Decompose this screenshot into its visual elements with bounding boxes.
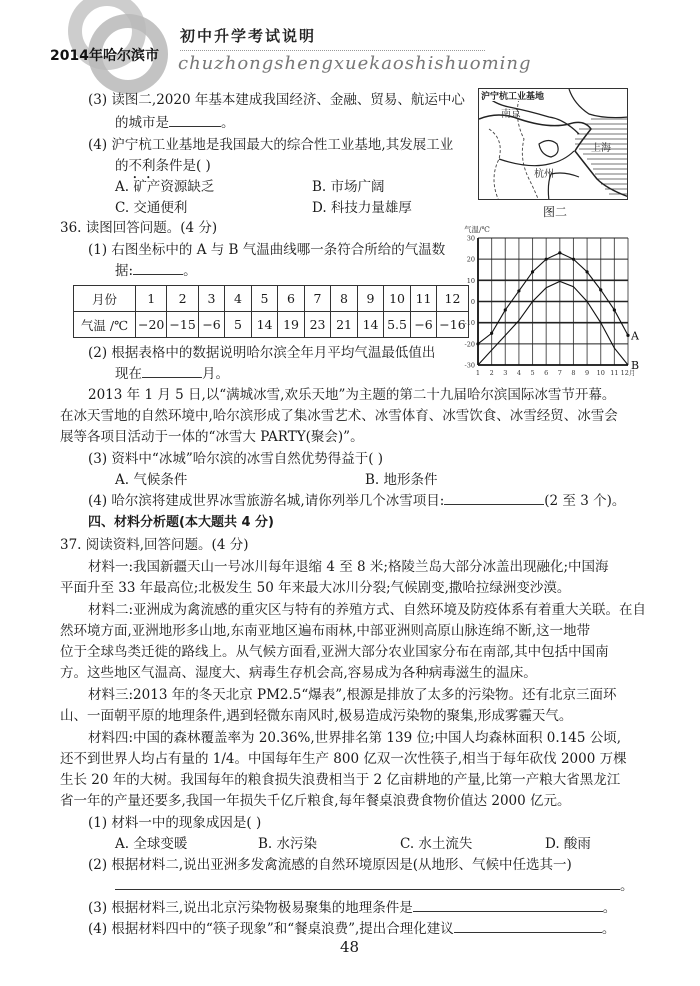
q37-option-c[interactable]: C. 水土流失: [400, 836, 473, 852]
q36-sub4-text: [88, 491, 625, 511]
svg-text:30: 30: [466, 234, 475, 243]
q36-passage-line: 展等各项目活动于一体的“冰雪大 PARTY(聚会)”。: [60, 429, 364, 445]
svg-text:A: A: [631, 329, 639, 343]
svg-text:-30: -30: [464, 361, 475, 370]
q36-sub2-text: (2) 根据表格中的数据说明哈尔滨全年月平均气温最低值出: [88, 345, 436, 361]
text: (2 至 3 个)。: [544, 493, 626, 509]
svg-text:-20: -20: [464, 340, 475, 349]
table-cell: −15: [167, 312, 198, 338]
q36-sub1-line2: [115, 261, 197, 281]
book-title-pinyin: chuzhongshengxuekaoshishuoming: [178, 53, 532, 74]
q37-option-a[interactable]: A. 全球变暖: [115, 836, 188, 852]
table-cell: −6: [198, 312, 225, 338]
q36-sub1-text: (1) 右图坐标中的 A 与 B 气温曲线哪一条符合所给的气温数: [88, 242, 446, 258]
svg-text:0: 0: [470, 298, 475, 306]
table-cell: 12: [437, 286, 468, 312]
q37-option-d[interactable]: D. 酸雨: [545, 836, 591, 852]
text: 的: [115, 158, 129, 174]
material4-line: 材料四:中国的森林覆盖率为 20.36%,世界排名第 139 位;中国人均森林面积 0.145 公顷,: [88, 730, 622, 746]
answer-blank[interactable]: [413, 898, 603, 912]
material3-line: 山、一面朝平原的地理条件,遇到轻微东南风时,极易造成污染物的聚集,形成雾霾天气。: [60, 708, 573, 724]
material2-line: 方。这些地区气温高、湿度大、病毒生存机会高,容易成为各种病毒滋生的温床。: [60, 665, 537, 681]
table-cell: 10: [384, 286, 411, 312]
answer-blank[interactable]: [115, 876, 620, 890]
table-cell: 21: [331, 312, 358, 338]
book-title: 初中升学考试说明: [180, 27, 317, 45]
svg-text:气温/℃: 气温/℃: [464, 225, 490, 234]
period: 。: [221, 115, 235, 131]
map-label-nanjing: 南京: [501, 109, 521, 120]
svg-text:9: 9: [585, 369, 590, 377]
q37-sub1-text: (1) 材料一中的现象成因是( ): [88, 815, 262, 831]
temperature-line-chart: [458, 222, 643, 378]
table-cell: 9: [357, 286, 384, 312]
svg-text:20: 20: [466, 255, 475, 264]
section-heading: 四、材料分析题(本大题共 4 分): [88, 515, 274, 530]
table-cell: 5: [225, 312, 252, 338]
text: 现在: [115, 366, 142, 382]
q36-passage-line: 2013 年 1 月 5 日,以“满城冰雪,欢乐天地”为主题的第二十九届哈尔滨国际冰雪节开幕。: [88, 387, 616, 403]
text: (3) 根据材料三,说出北京污染物极易聚集的地理条件是: [88, 900, 413, 916]
q35-sub4-text: (4) 沪宁杭工业基地是我国最大的综合性工业基地,其发展工业: [88, 137, 454, 153]
material2-line: 材料二:亚洲成为禽流感的重灾区与特有的养殖方式、自然环境及防疫体系有着重大关联。在自: [88, 602, 647, 618]
svg-text:10: 10: [466, 276, 475, 285]
q35-option-a[interactable]: A. 矿产资源缺乏: [115, 179, 215, 195]
map-label-shanghai: 上海: [591, 143, 611, 154]
answer-blank[interactable]: [133, 261, 183, 275]
table-row: [74, 286, 469, 312]
material2-line: 位于全球鸟类迁徙的路线上。从气候方面看,亚洲大部分农业国家分布在南部,其中包括中国南: [60, 644, 609, 660]
q35-option-c[interactable]: C. 交通便利: [115, 200, 188, 216]
text: 条件是( ): [155, 158, 211, 174]
q37-sub2-answer: [115, 876, 634, 896]
answer-blank[interactable]: [444, 491, 544, 505]
q37-option-b[interactable]: B. 水污染: [258, 836, 318, 852]
text: 月。: [202, 366, 229, 382]
svg-text:B: B: [631, 359, 640, 372]
answer-blank[interactable]: [169, 113, 221, 127]
svg-text:1: 1: [475, 369, 481, 377]
svg-text:-10: -10: [464, 319, 475, 328]
q35-sub3-text: (3) 读图二,2020 年基本建成我国经济、金融、贸易、航运中心: [88, 92, 465, 108]
map-title: 沪宁杭工业基地: [481, 92, 545, 102]
table-cell: 6: [278, 286, 305, 312]
svg-text:7: 7: [557, 369, 562, 377]
svg-text:2: 2: [489, 369, 494, 377]
table-cell: 11: [410, 286, 437, 312]
material3-line: 材料三:2013 年的冬天北京 PM2.5“爆表”,根源是排放了太多的污染物。还有北京三面环: [88, 687, 617, 703]
q35-sub3-line2: [115, 113, 235, 133]
table-cell: −20: [136, 312, 167, 338]
map-svg: [479, 89, 628, 200]
table-header: 气温 /℃: [74, 312, 136, 338]
svg-text:12月: 12月: [620, 369, 636, 377]
q36-option-a[interactable]: A. 气候条件: [115, 472, 188, 488]
q36-option-b[interactable]: B. 地形条件: [365, 472, 438, 488]
q37-title: 37. 阅读资料,回答问题。(4 分): [60, 537, 249, 553]
table-cell: 14: [357, 312, 384, 338]
map-caption: 图二: [543, 205, 568, 219]
table-row: [74, 312, 469, 338]
temperature-table: [73, 285, 469, 338]
q37-sub4-text: [88, 919, 615, 939]
table-cell: 3: [198, 286, 225, 312]
svg-text:10: 10: [596, 369, 605, 377]
period: 。: [620, 878, 634, 894]
material2-line: 然环境方面,亚洲地形多山地,东南亚地区遍布雨林,中部亚洲则高原山脉连绵不断,这一地带: [60, 623, 591, 639]
table-cell: 5: [251, 286, 278, 312]
table-cell: 19: [278, 312, 305, 338]
table-cell: −16: [437, 312, 468, 338]
period: 。: [601, 921, 616, 937]
svg-text:4: 4: [516, 369, 521, 377]
material4-line: 生长 20 年的大树。我国每年的粮食损失浪费相当于 2 亿亩耕地的产量,比第一产粮大省黑龙江: [60, 772, 621, 788]
text: (4) 根据材料四中的“筷子现象”和“餐桌浪费”,提出合理化建议: [88, 921, 454, 937]
answer-blank[interactable]: [142, 364, 202, 378]
q37-sub2-text: (2) 根据材料二,说出亚洲多发禽流感的自然环境原因是(从地形、气候中任选其一): [88, 857, 572, 873]
svg-text:8: 8: [571, 369, 576, 377]
q37-sub3-text: [88, 898, 616, 918]
svg-text:5: 5: [530, 369, 535, 377]
table-header: 月份: [74, 286, 136, 312]
header-divider: [180, 50, 485, 51]
material1-line: 材料一:我国新疆天山一号冰川每年退缩 4 至 8 米;格陵兰岛大部分冰盖出现融化;中国海: [88, 559, 609, 575]
table-cell: 1: [136, 286, 167, 312]
q35-option-b[interactable]: B. 市场广阔: [312, 179, 385, 195]
text: 据:: [115, 263, 134, 279]
period: 。: [602, 900, 617, 916]
svg-text:11: 11: [610, 369, 619, 377]
table-cell: 2: [167, 286, 198, 312]
chart-svg: [458, 222, 643, 378]
material1-line: 平面升至 33 年最高位;北极发生 50 年来最大冰川分裂;气候剧变,撒哈拉绿洲变沙漠。: [60, 580, 571, 596]
text: (4) 哈尔滨将建成世界冰雪旅游名城,请你列举几个冰雪项目:: [88, 493, 445, 509]
q35-sub3-label: 的城市是: [115, 115, 169, 131]
table-cell: −6: [410, 312, 437, 338]
table-cell: 8: [331, 286, 358, 312]
q36-passage-line: 在冰天雪地的自然环境中,哈尔滨形成了集冰雪艺术、冰雪体育、冰雪饮食、冰雪经贸、冰雪会: [60, 408, 618, 424]
emphasized-text: 不利: [128, 158, 156, 174]
page-header: [0, 0, 700, 80]
page-number: 48: [340, 938, 360, 956]
table-cell: 4: [225, 286, 252, 312]
material4-line: 省一年的产量还要多,我国一年损失千亿斤粮食,每年餐桌浪费食物价值达 2000 亿元。: [60, 793, 571, 809]
map-figure-2: [478, 88, 628, 200]
q35-option-d[interactable]: D. 科技力量雄厚: [312, 200, 412, 216]
answer-blank[interactable]: [454, 919, 602, 933]
year-city-label: 2014年哈尔滨市: [50, 48, 159, 64]
map-label-hangzhou: 杭州: [534, 169, 554, 180]
table-cell: 23: [304, 312, 331, 338]
svg-text:6: 6: [544, 369, 549, 377]
table-cell: 14: [251, 312, 278, 338]
q36-sub2-line2: [115, 364, 229, 384]
q36-title: 36. 读图回答问题。(4 分): [60, 220, 218, 236]
material4-line: 还不到世界人均占有量的 1/4。中国每年生产 800 亿双一次性筷子,相当于每年砍伐 2000 万棵: [60, 751, 627, 767]
period: 。: [183, 263, 197, 279]
q36-sub3-text: (3) 资料中“冰城”哈尔滨的冰雪自然优势得益于( ): [88, 451, 384, 467]
table-cell: 5.5: [384, 312, 411, 338]
table-cell: 7: [304, 286, 331, 312]
svg-text:3: 3: [503, 369, 508, 377]
